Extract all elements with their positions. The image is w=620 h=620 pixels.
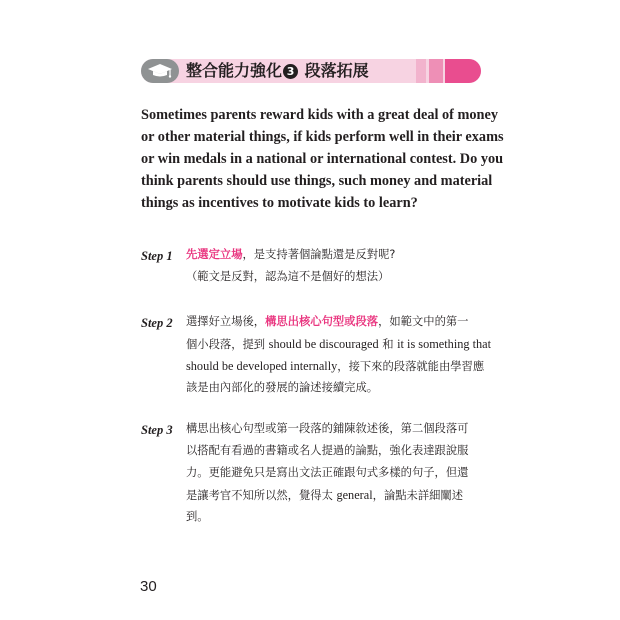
- step-text: ，如範文中的第一: [378, 315, 469, 328]
- step-line: （範文是反對，認為這不是個好的想法）: [186, 270, 390, 283]
- step-text: ，接下來的段落就能由學習應: [337, 360, 485, 373]
- essay-prompt: [141, 104, 504, 214]
- step-3-body: [186, 418, 486, 528]
- prompt-line: or win medals in a national or international contest. Do you: [141, 151, 504, 167]
- step-text: 和: [378, 338, 398, 351]
- prompt-line: Sometimes parents reward kids with a great deal of money: [141, 107, 499, 123]
- header-stripe-medium: [429, 59, 443, 83]
- english-phrase: should be developed internally: [186, 359, 338, 373]
- section-title-prefix: 整合能力強化: [186, 61, 283, 80]
- step-text: 是讓考官不知所以然，覺得太: [186, 489, 337, 502]
- step-line: 該是由內部化的發展的論述接續完成。: [186, 381, 379, 394]
- step-line: [186, 484, 486, 506]
- step-line: 以搭配有看過的書籍或名人提過的論點，強化表達跟說服: [186, 444, 469, 457]
- graduation-cap-icon: [147, 62, 173, 80]
- step-line: 力。更能避免只是寫出文法正確跟句式多樣的句子，但還: [186, 466, 469, 479]
- step-line: [186, 244, 486, 266]
- section-title-suffix: 段落拓展: [299, 61, 369, 80]
- step-1-label: Step 1: [141, 249, 173, 263]
- step-2-label: Step 2: [141, 316, 173, 330]
- step-line: 構思出核心句型或第一段落的鋪陳敘述後，第二個段落可: [186, 422, 469, 435]
- step-text: ，是支持著個論點還是反對呢?: [242, 248, 396, 261]
- step-3-label: Step 3: [141, 423, 173, 437]
- step-line: [186, 333, 492, 355]
- section-title: [186, 60, 369, 82]
- page-number: 30: [140, 578, 157, 595]
- step-text: 個小段落，提到: [186, 338, 269, 351]
- step-line: [186, 311, 486, 333]
- header-icon-badge: [141, 59, 179, 83]
- prompt-line: or other material things, if kids perform well in their exams: [141, 129, 504, 145]
- header-stripe-accent: [445, 59, 481, 83]
- english-phrase: should be discouraged: [268, 337, 379, 351]
- english-phrase: it is something that: [397, 337, 492, 351]
- step-2-highlight: 構思出核心句型或段落: [265, 315, 379, 328]
- step-2-body: [186, 311, 492, 399]
- english-phrase: general: [336, 488, 373, 502]
- prompt-line: think parents should use things, such money and material: [141, 173, 493, 189]
- step-line: 到。: [186, 510, 209, 523]
- step-text: ，論點未詳細闡述: [372, 489, 464, 502]
- step-text: 選擇好立場後，: [186, 315, 266, 328]
- step-1-highlight: 先選定立場: [186, 248, 243, 261]
- section-number-badge: 3: [283, 64, 298, 79]
- step-1-body: [186, 244, 486, 288]
- prompt-line: things as incentives to motivate kids to learn?: [141, 195, 418, 211]
- header-stripe-light: [416, 59, 426, 83]
- step-line: [186, 355, 486, 377]
